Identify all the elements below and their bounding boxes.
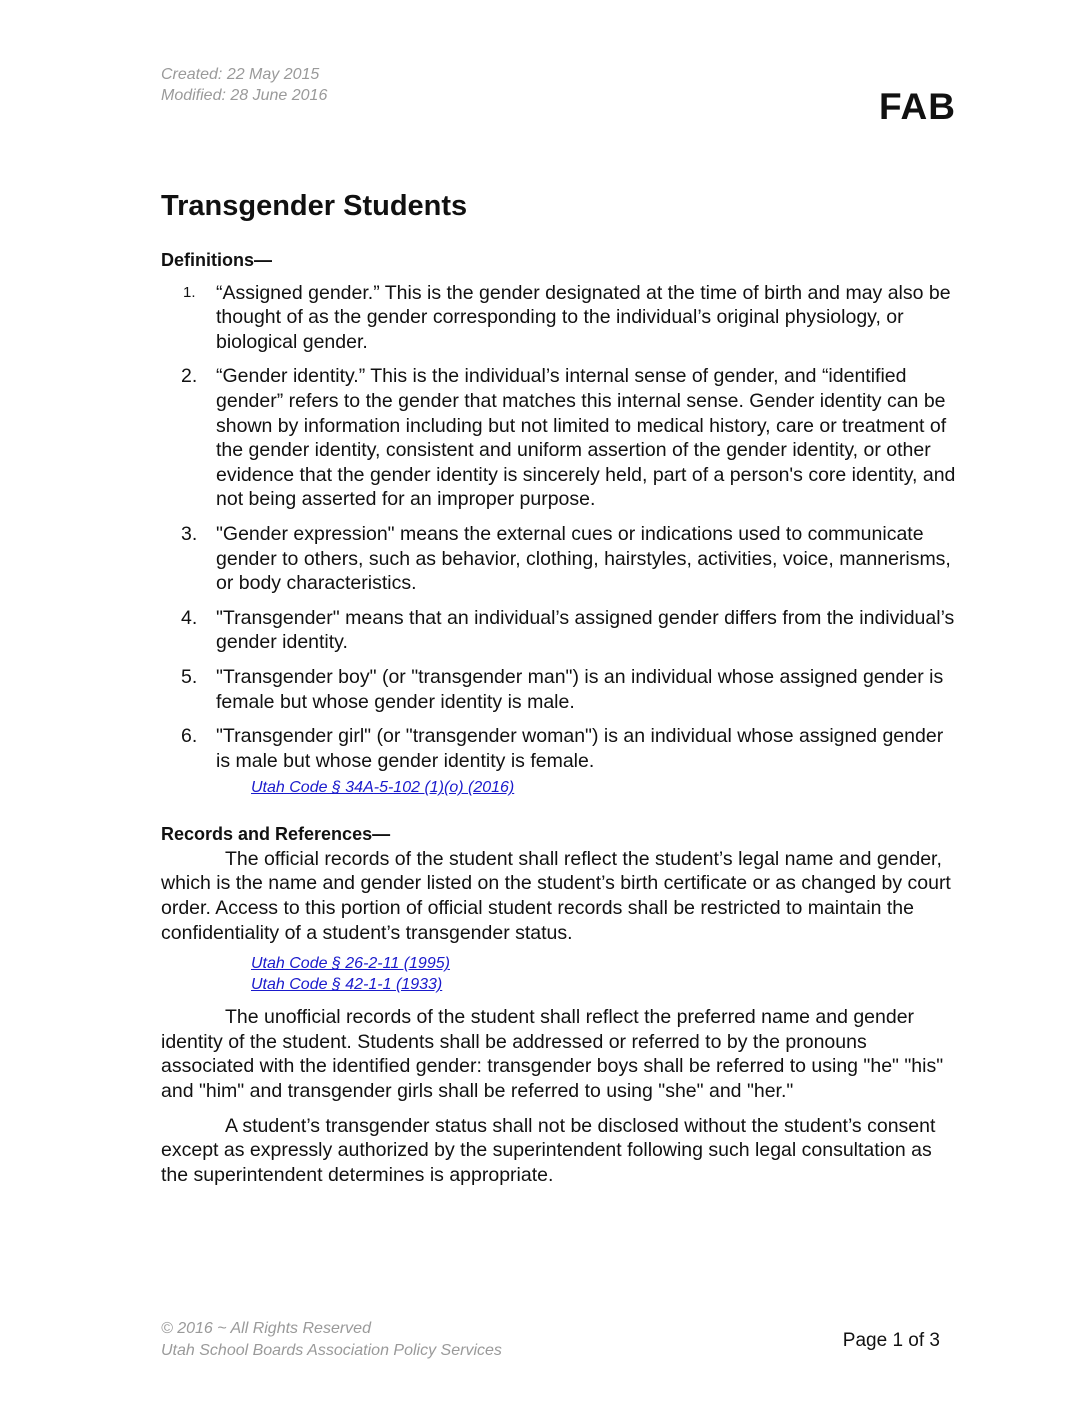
- records-references: [161, 953, 961, 995]
- item-text: "Transgender" means that an individual’s assigned gender differs from the individual’s gender identity.: [216, 606, 955, 654]
- page-number: Page 1 of 3: [842, 1330, 940, 1351]
- item-text: “Gender identity.” This is the individual’s internal sense of gender, and “identified gender” refers to the gender that matches this internal sense. Gender identity can be shown by information including but not limited to medical history, care or treatment of the gender identity, consistent and uniform assertion of the gender identity, or other evidence that the gender identity is sincerely held, part of a person's core identity, and not being asserted for an improper purpose.: [216, 365, 956, 511]
- records-paragraph-3: A student’s transgender status shall not be disclosed without the student’s consent except as expressly authorized by the superintendent following such legal consultation as the superintendent determines is appropriate.: [161, 1114, 936, 1186]
- item-text: "Transgender girl" (or "transgender woman") is an individual whose assigned gender is male but whose gender identity is female.: [216, 725, 944, 772]
- item-number: 2.: [181, 365, 198, 388]
- footer-credits: [161, 1318, 502, 1362]
- definition-item: [161, 522, 961, 596]
- definition-item: [161, 281, 961, 355]
- records-heading: Records and References—: [161, 824, 391, 845]
- definition-item: [161, 665, 961, 714]
- organization-text: Utah School Boards Association Policy Services: [161, 1342, 502, 1359]
- records-paragraph-1: The official records of the student shall reflect the student’s legal name and gender, which is the name and gender listed on the student’s birth certificate or as changed by court order. Access to this portion of official student records shall be restricted to maintain the confidentiality of a student’s transgender status.: [161, 847, 951, 944]
- item-number: 6.: [181, 725, 198, 748]
- item-number: 5.: [181, 665, 198, 688]
- definitions-list: [161, 281, 961, 774]
- definitions-heading: Definitions—: [161, 250, 272, 270]
- item-text: "Transgender boy" (or "transgender man") is an individual whose assigned gender is female but whose gender identity is male.: [216, 665, 944, 713]
- reference-link[interactable]: Utah Code § 42-1-1 (1933): [251, 976, 443, 994]
- item-text: “Assigned gender.” This is the gender designated at the time of birth and may also be thought of as the gender corresponding to the individual’s original physiology, or biological gender.: [216, 281, 951, 353]
- definitions-references: [161, 777, 961, 798]
- item-number: 3.: [181, 522, 198, 545]
- reference-link[interactable]: Utah Code § 34A-5-102 (1)(o) (2016): [251, 779, 515, 797]
- definition-item: [161, 724, 961, 773]
- modified-date: Modified: 28 June 2016: [161, 87, 328, 104]
- copyright-text: © 2016 ~ All Rights Reserved: [161, 1320, 371, 1337]
- records-paragraph-2: The unofficial records of the student shall reflect the preferred name and gender identity of the student. Students shall be addressed or referred to by the pronouns associated with the identified gender: transgender boys shall be referred to using "he" "his" and "him" and transgender girls shall be referred to using "she" and "her.": [161, 1006, 944, 1103]
- reference-link[interactable]: Utah Code § 26-2-11 (1995): [251, 955, 450, 973]
- item-number: 1.: [183, 283, 196, 301]
- document-meta: [161, 64, 327, 106]
- document-body: [161, 248, 961, 1187]
- definition-item: [161, 606, 961, 655]
- item-number: 4.: [181, 606, 198, 629]
- created-date: Created: 22 May 2015: [161, 66, 320, 83]
- definition-item: [161, 364, 961, 512]
- page-title: Transgender Students: [161, 190, 468, 222]
- policy-code: FAB: [879, 86, 956, 127]
- item-text: "Gender expression" means the external cues or indications used to communicate gender to others, such as behavior, clothing, hairstyles, activities, voice, mannerisms, or body characteristics.: [216, 522, 951, 595]
